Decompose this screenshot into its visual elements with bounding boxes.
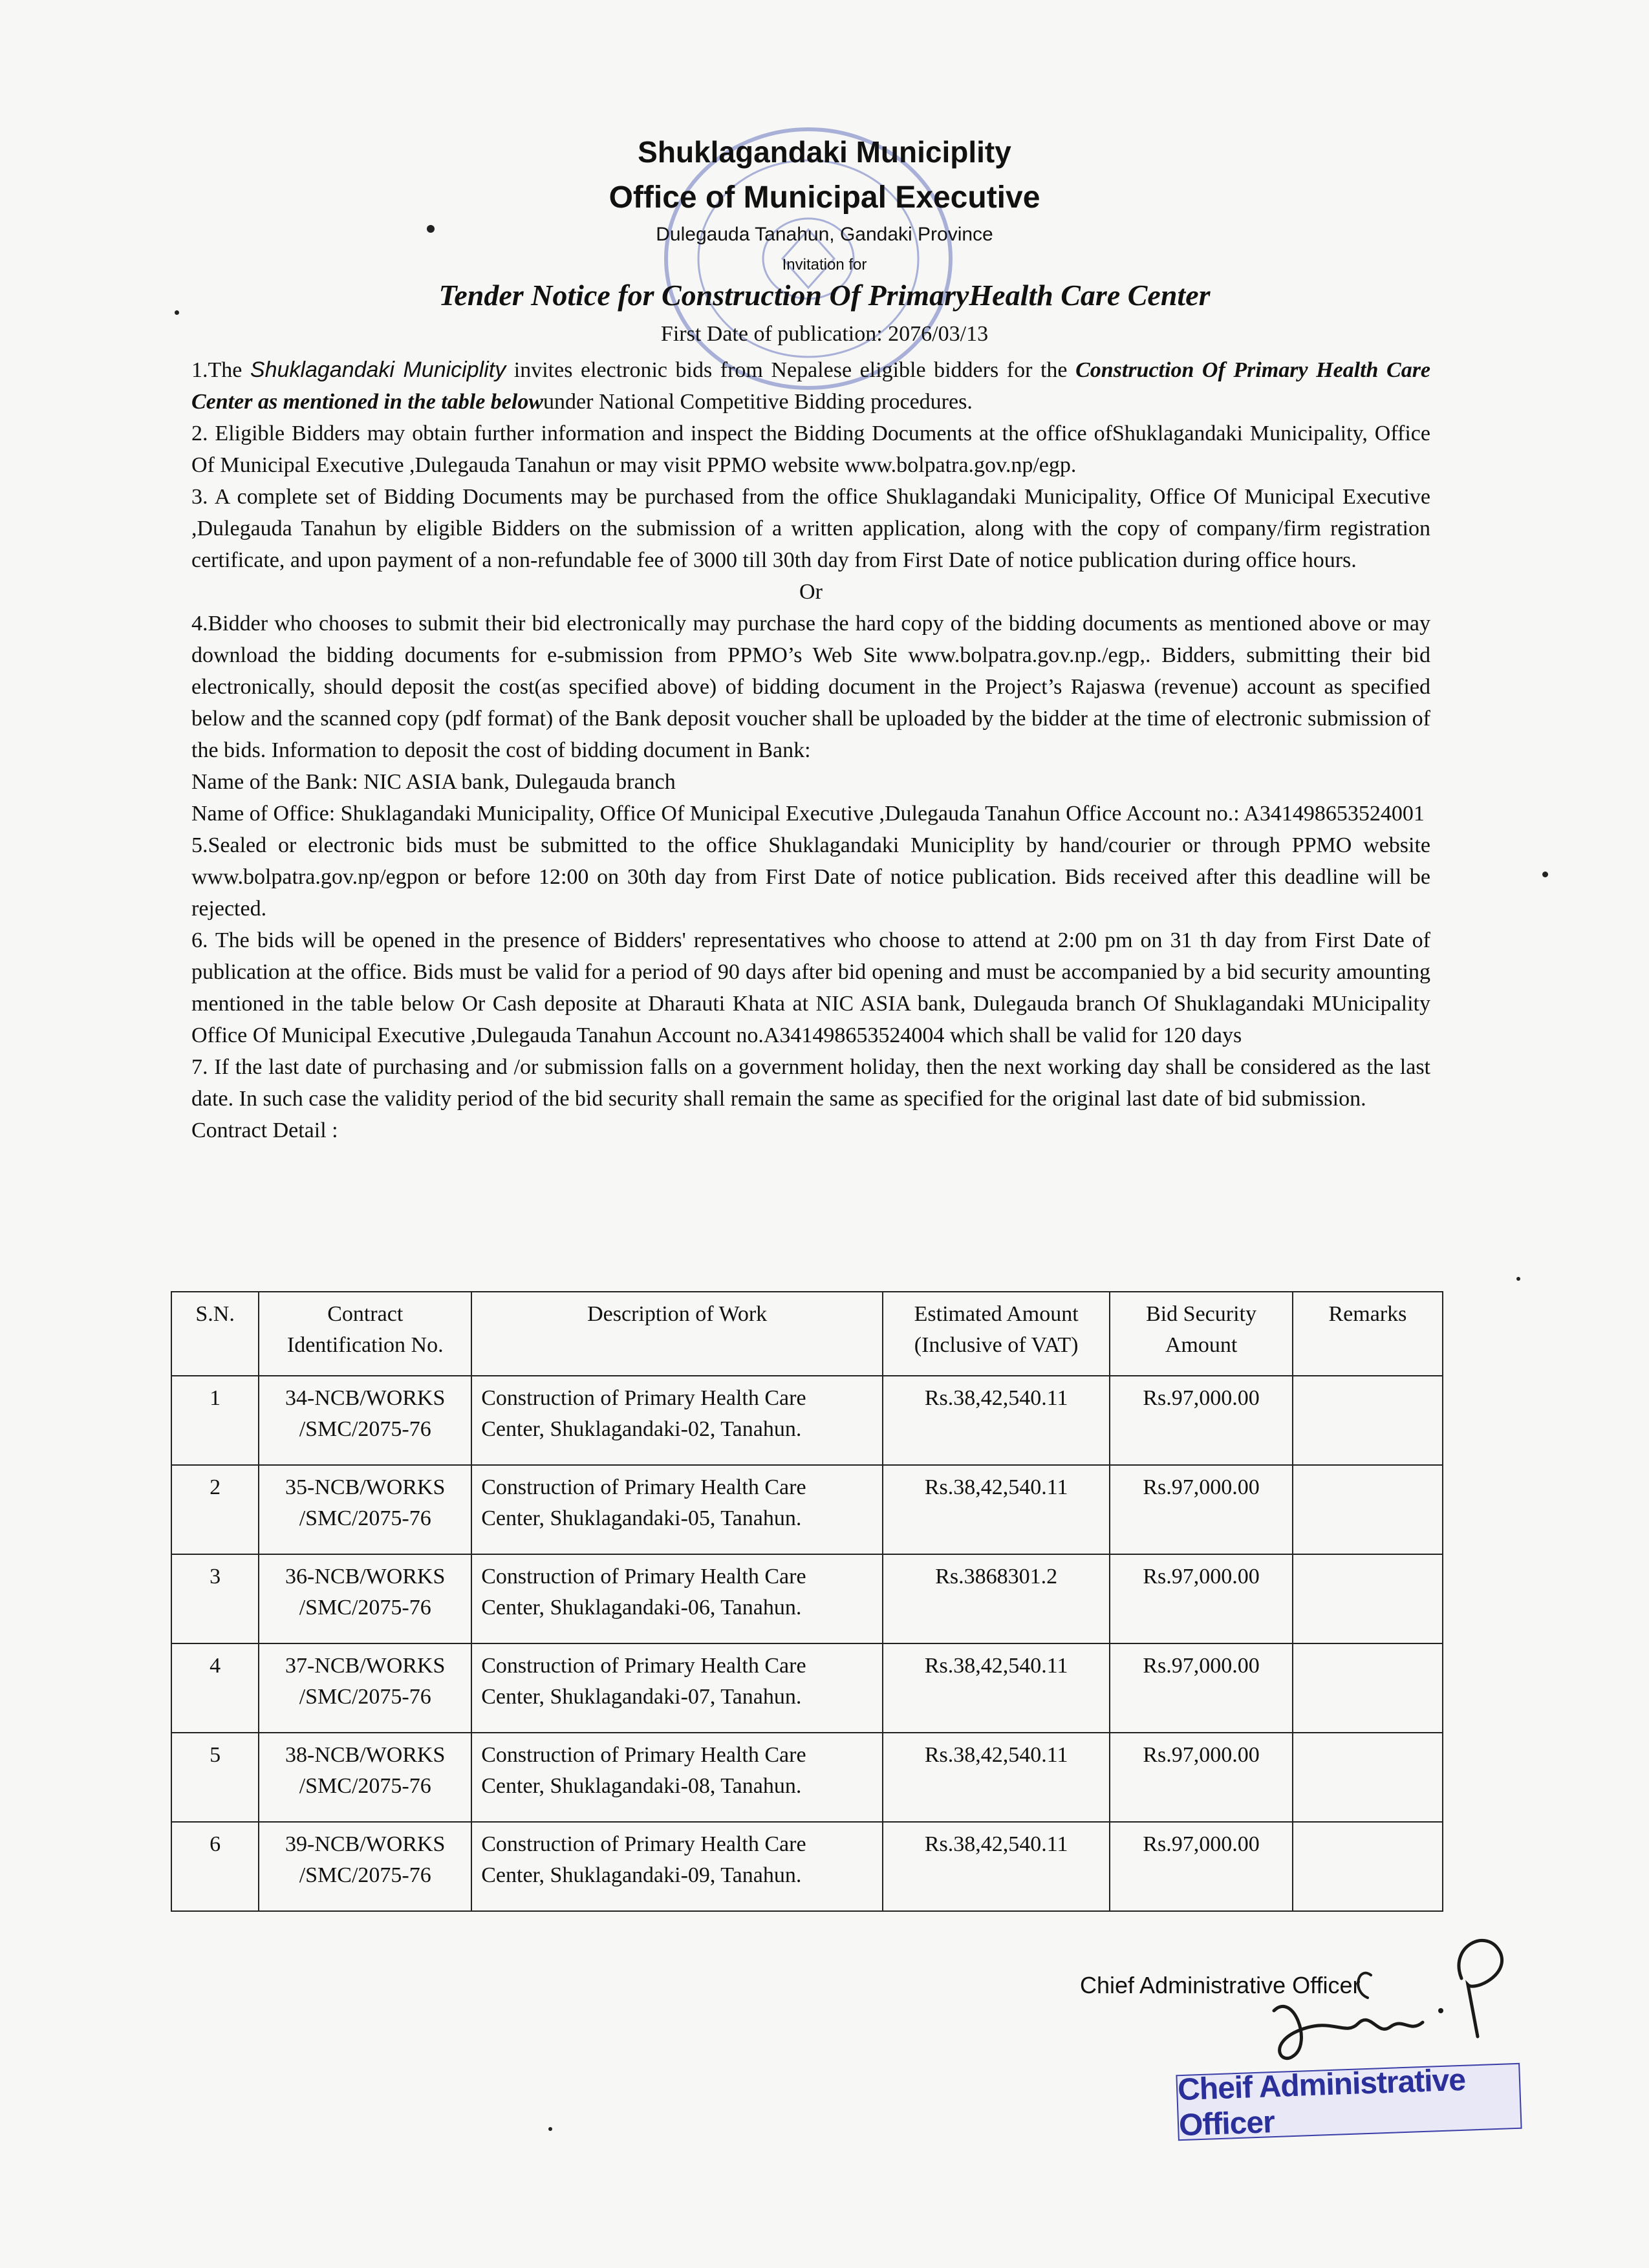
publication-date: First Date of publication: 2076/03/13 <box>660 322 989 346</box>
table-header-row <box>171 1292 1443 1376</box>
stamp-text: Cheif Administrative Officer <box>1177 2062 1466 2143</box>
header-remarks: Remarks <box>1293 1292 1443 1376</box>
table-row <box>171 1733 1443 1822</box>
header-bid-security: Bid Security Amount <box>1110 1292 1293 1376</box>
cell-remarks <box>1293 1465 1443 1554</box>
cell-sn: 6 <box>171 1822 259 1911</box>
header-sn: S.N. <box>171 1292 259 1376</box>
header-estimated-amount: Estimated Amount (Inclusive of VAT) <box>883 1292 1110 1376</box>
cell-sn: 3 <box>171 1554 259 1643</box>
cell-description: Construction of Primary Health Care Center, Shuklagandaki-08, Tanahun. <box>471 1733 883 1822</box>
cell-remarks <box>1293 1643 1443 1733</box>
cell-sn: 4 <box>171 1643 259 1733</box>
cell-description: Construction of Primary Health Care Center, Shuklagandaki-09, Tanahun. <box>471 1822 883 1911</box>
cell-estimated-amount: Rs.3868301.2 <box>883 1554 1110 1643</box>
table-row <box>171 1643 1443 1733</box>
table-row <box>171 1554 1443 1643</box>
paragraph-1-text-a: 1.The <box>191 358 250 382</box>
office-account: Name of Office: Shuklagandaki Municipality, Office Of Municipal Executive ,Dulegauda Tanahun Office Account no.: A341498653524001 <box>191 802 1425 826</box>
contract-detail-label: Contract Detail : <box>191 1118 338 1142</box>
cell-description: Construction of Primary Health Care Center, Shuklagandaki-07, Tanahun. <box>471 1643 883 1733</box>
signatory-title: Chief Administrative Officer <box>1080 1972 1361 1998</box>
cell-remarks <box>1293 1822 1443 1911</box>
cell-contract-id: 34-NCB/WORKS /SMC/2075-76 <box>259 1376 471 1465</box>
paragraph-1 <box>191 354 1430 418</box>
invitation-label: Invitation for <box>782 256 867 273</box>
table-row <box>171 1465 1443 1554</box>
paragraph-4: 4.Bidder who chooses to submit their bid electronically may purchase the hard copy of the bidding documents as mentioned above or may download the bidding documents for e-submission from PPMO’s Web Site www.bolpatra.gov.np./egp,. Bidders, submitting their bid electronically, should deposit the cost(as specified above) of bidding document in the Project’s Rajaswa (revenue) account as specified below and the scanned copy (pdf format) of the Bank deposit voucher shall be uploaded by the bidder at the time of electronic submission of the bids. Information to deposit the cost of bidding document in Bank: <box>191 612 1430 762</box>
cell-contract-id: 36-NCB/WORKS /SMC/2075-76 <box>259 1554 471 1643</box>
cell-estimated-amount: Rs.38,42,540.11 <box>883 1733 1110 1822</box>
cell-contract-id: 38-NCB/WORKS /SMC/2075-76 <box>259 1733 471 1822</box>
bank-name: Name of the Bank: NIC ASIA bank, Dulegauda branch <box>191 770 676 794</box>
paragraph-3: 3. A complete set of Bidding Documents may be purchased from the office Shuklagandaki Municipality, Office Of Municipal Executive ,Dulegauda Tanahun by eligible Bidders on the submission of a written application, along with the copy of company/firm registration certificate, and upon payment of a non-refundable fee of 3000 till 30th day from First Date of notice publication during office hours. <box>191 485 1430 572</box>
handwritten-signature <box>1255 1914 1539 2082</box>
scan-speck <box>1516 1277 1520 1281</box>
office-address: Dulegauda Tanahun, Gandaki Province <box>656 224 993 245</box>
paragraph-7: 7. If the last date of purchasing and /or submission falls on a government holiday, then the next working day shall be considered as the last date. In such case the validity period of the bid security shall remain the same as specified for the original last date of bid submission. <box>191 1055 1430 1111</box>
cell-bid-security: Rs.97,000.00 <box>1110 1643 1293 1733</box>
cell-remarks <box>1293 1733 1443 1822</box>
cell-remarks <box>1293 1376 1443 1465</box>
scan-speck <box>1542 872 1548 877</box>
cell-estimated-amount: Rs.38,42,540.11 <box>883 1643 1110 1733</box>
office-name: Office of Municipal Executive <box>609 180 1040 215</box>
cell-bid-security: Rs.97,000.00 <box>1110 1465 1293 1554</box>
cell-bid-security: Rs.97,000.00 <box>1110 1733 1293 1822</box>
scan-speck <box>548 2127 552 2131</box>
cell-contract-id: 39-NCB/WORKS /SMC/2075-76 <box>259 1822 471 1911</box>
cell-bid-security: Rs.97,000.00 <box>1110 1554 1293 1643</box>
notice-title: Tender Notice for Construction Of PrimaryHealth Care Center <box>438 279 1211 312</box>
officer-stamp <box>1176 2063 1522 2141</box>
cell-contract-id: 37-NCB/WORKS /SMC/2075-76 <box>259 1643 471 1733</box>
or-separator: Or <box>799 580 823 604</box>
cell-description: Construction of Primary Health Care Center, Shuklagandaki-02, Tanahun. <box>471 1376 883 1465</box>
cell-estimated-amount: Rs.38,42,540.11 <box>883 1465 1110 1554</box>
paragraph-1-text-c: under National Competitive Bidding procedures. <box>543 390 973 414</box>
table-row <box>171 1822 1443 1911</box>
paragraph-1-emphasis: Construction Of Primary Health Care Center as mentioned in the table below <box>191 358 1431 414</box>
paragraph-2: 2. Eligible Bidders may obtain further information and inspect the Bidding Documents at the office ofShuklagandaki Municipality, Office Of Municipal Executive ,Dulegauda Tanahun or may visit PPMO website www.bolpatra.gov.np/egp. <box>191 422 1430 477</box>
cell-bid-security: Rs.97,000.00 <box>1110 1376 1293 1465</box>
cell-sn: 2 <box>171 1465 259 1554</box>
cell-remarks <box>1293 1554 1443 1643</box>
table-row <box>171 1376 1443 1465</box>
header-description: Description of Work <box>471 1292 883 1376</box>
header-contract-id: Contract Identification No. <box>259 1292 471 1376</box>
cell-description: Construction of Primary Health Care Center, Shuklagandaki-06, Tanahun. <box>471 1554 883 1643</box>
contract-table <box>171 1291 1443 1912</box>
cell-estimated-amount: Rs.38,42,540.11 <box>883 1376 1110 1465</box>
paragraph-1-text-b: invites electronic bids from Nepalese eligible bidders for the <box>506 358 1076 382</box>
cell-sn: 5 <box>171 1733 259 1822</box>
scan-speck <box>427 225 435 233</box>
cell-estimated-amount: Rs.38,42,540.11 <box>883 1822 1110 1911</box>
cell-sn: 1 <box>171 1376 259 1465</box>
paragraph-1-municipality: Shuklagandaki Municiplity <box>250 358 506 382</box>
cell-bid-security: Rs.97,000.00 <box>1110 1822 1293 1911</box>
cell-description: Construction of Primary Health Care Center, Shuklagandaki-05, Tanahun. <box>471 1465 883 1554</box>
paragraph-6: 6. The bids will be opened in the presence of Bidders' representatives who choose to attend at 2:00 pm on 31 th day from First Date of publication at the office. Bids must be valid for a period of 90 days after bid opening and must be accompanied by a bid security amounting mentioned in the table below Or Cash deposite at Dharauti Khata at NIC ASIA bank, Dulegauda branch Of Shuklagandaki MUnicipality Office Of Municipal Executive ,Dulegauda Tanahun Account no.A341498653524004 which shall be valid for 120 days <box>191 928 1430 1047</box>
municipality-name: Shuklagandaki Municiplity <box>638 135 1011 169</box>
paragraph-5: 5.Sealed or electronic bids must be submitted to the office Shuklagandaki Municiplity by hand/courier or through PPMO website www.bolpatra.gov.np/egpon or before 12:00 on 30th day from First Date of notice publication. Bids received after this deadline will be rejected. <box>191 833 1430 921</box>
cell-contract-id: 35-NCB/WORKS /SMC/2075-76 <box>259 1465 471 1554</box>
notice-body <box>191 354 1430 1146</box>
scan-speck <box>175 310 179 315</box>
